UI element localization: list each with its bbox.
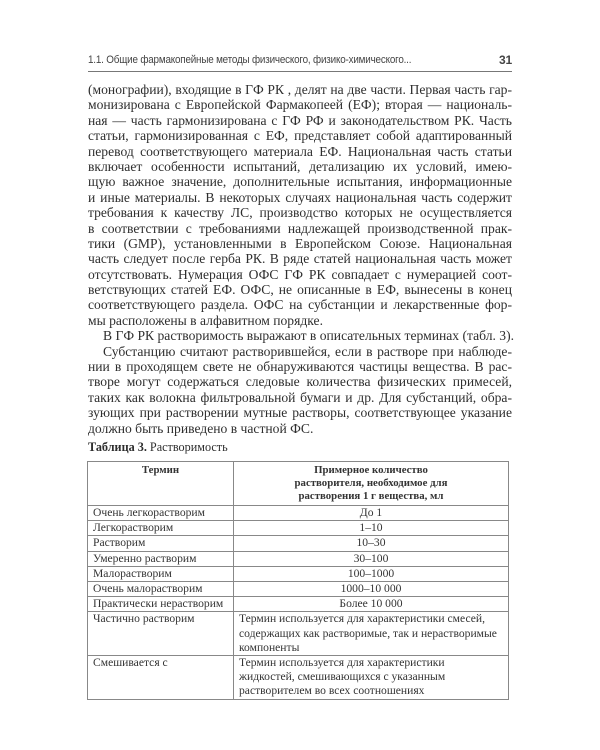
amount-cell: Более 10 000 [234,597,509,612]
text-line: тики (GMP), установленными в Европейском Союзе. Национальная [88,235,512,251]
text-line: Субстанцию считают растворившейся, если в растворе при наблюде- [103,343,512,359]
text-line: ная — часть гармонизирована с ГФ РФ и законодательством РК. Часть [88,112,512,128]
page-number: 31 [499,53,512,67]
amount-cell: 1000–10 000 [234,582,509,597]
table-row [88,536,509,551]
text-line: ветствующих статей ЕФ. ОФС, не описанные в ЕФ, вынесены в конец [88,282,512,298]
amount-cell: 100–1000 [234,566,509,581]
solubility-table [87,461,509,700]
text-line: нии в проходящем свете не обнаруживаются частицы вещества. В рас- [88,359,512,375]
table-caption [88,440,228,455]
running-header [88,49,512,72]
table-row [88,521,509,536]
term-cell: Умеренно растворим [88,551,234,566]
text-line: включает особенности испытаний, детализацию их условий, имею- [88,158,512,174]
running-title: 1.1. Общие фармакопейные методы физического, физико-химического... [88,54,412,66]
table-row [88,566,509,581]
amount-cell: Термин используется для характеристики смесей, содержащих как растворимые, так и нерастворимые компоненты [234,612,509,656]
term-cell: Малорастворим [88,566,234,581]
amount-cell: 10–30 [234,536,509,551]
table-row [88,597,509,612]
table-row [88,656,509,700]
text-line: (монографии), входящие в ГФ РК , делят на две части. Первая часть гар- [88,82,512,97]
amount-cell: 1–10 [234,521,509,536]
table-caption-label: Таблица 3. [88,440,147,454]
text-line: В ГФ РК растворимость выражают в описательных терминах (табл. 3). [103,328,515,344]
term-cell: Практически нерастворим [88,597,234,612]
text-line: часть следует после герба РК. В ряде статей национальная часть может [88,251,512,267]
term-cell: Очень малорастворим [88,582,234,597]
text-line: требования к качеству ЛС, производство которых не осуществляется [88,205,512,221]
amount-cell: 30–100 [234,551,509,566]
column-header-term: Термин [88,462,234,506]
text-line: перевод соответствующего материала ЕФ. Национальная часть статьи [88,143,512,159]
body-text [88,82,515,436]
text-line: в соответствии с требованиями надлежащей производственной прак- [88,220,512,236]
table-caption-title: Растворимость [149,440,228,454]
term-cell: Легкорастворим [88,521,234,536]
table-row [88,506,509,521]
text-line: щую важное значение, дополнительные испытания, информационные [88,174,512,190]
text-line: статьи, гармонизированная с ЕФ, представляет собой адаптированный [88,128,512,144]
term-cell: Растворим [88,536,234,551]
term-cell: Смешивается с [88,656,234,700]
text-line: и иные материалы. В некоторых случаях национальная часть содержит [88,189,512,205]
amount-cell: До 1 [234,506,509,521]
text-line: монизирована с Европейской Фармакопеей (ЕФ); вторая — националь- [88,97,512,113]
table-row [88,582,509,597]
text-line: творе могут содержаться следовые количества физических примесей, [88,374,512,390]
term-cell: Очень легкорастворим [88,506,234,521]
text-line: таких как волокна фильтровальной бумаги и др. Для субстанций, обра- [88,389,512,405]
text-line: соответствующего раздела. ОФС на субстанции и лекарственные фор- [88,297,512,313]
table-row [88,551,509,566]
text-line: должно быть приведено в частной ФС. [88,420,314,436]
text-line: зующих при растворении мутные растворы, соответствующее указание [88,405,512,421]
text-line: мы расположены в алфавитном порядке. [88,312,323,328]
term-cell: Частично растворим [88,612,234,656]
table-header-row [88,462,509,506]
column-header-amount: Примерное количество растворителя, необходимое для растворения 1 г вещества, мл [234,462,509,506]
table-row [88,612,509,656]
amount-cell: Термин используется для характеристики жидкостей, смешивающихся с указанным растворителем во всех соотношениях [234,656,509,700]
text-line: отсутствовать. Нумерация ОФС ГФ РК совпадает с нумерацией соот- [88,266,512,282]
